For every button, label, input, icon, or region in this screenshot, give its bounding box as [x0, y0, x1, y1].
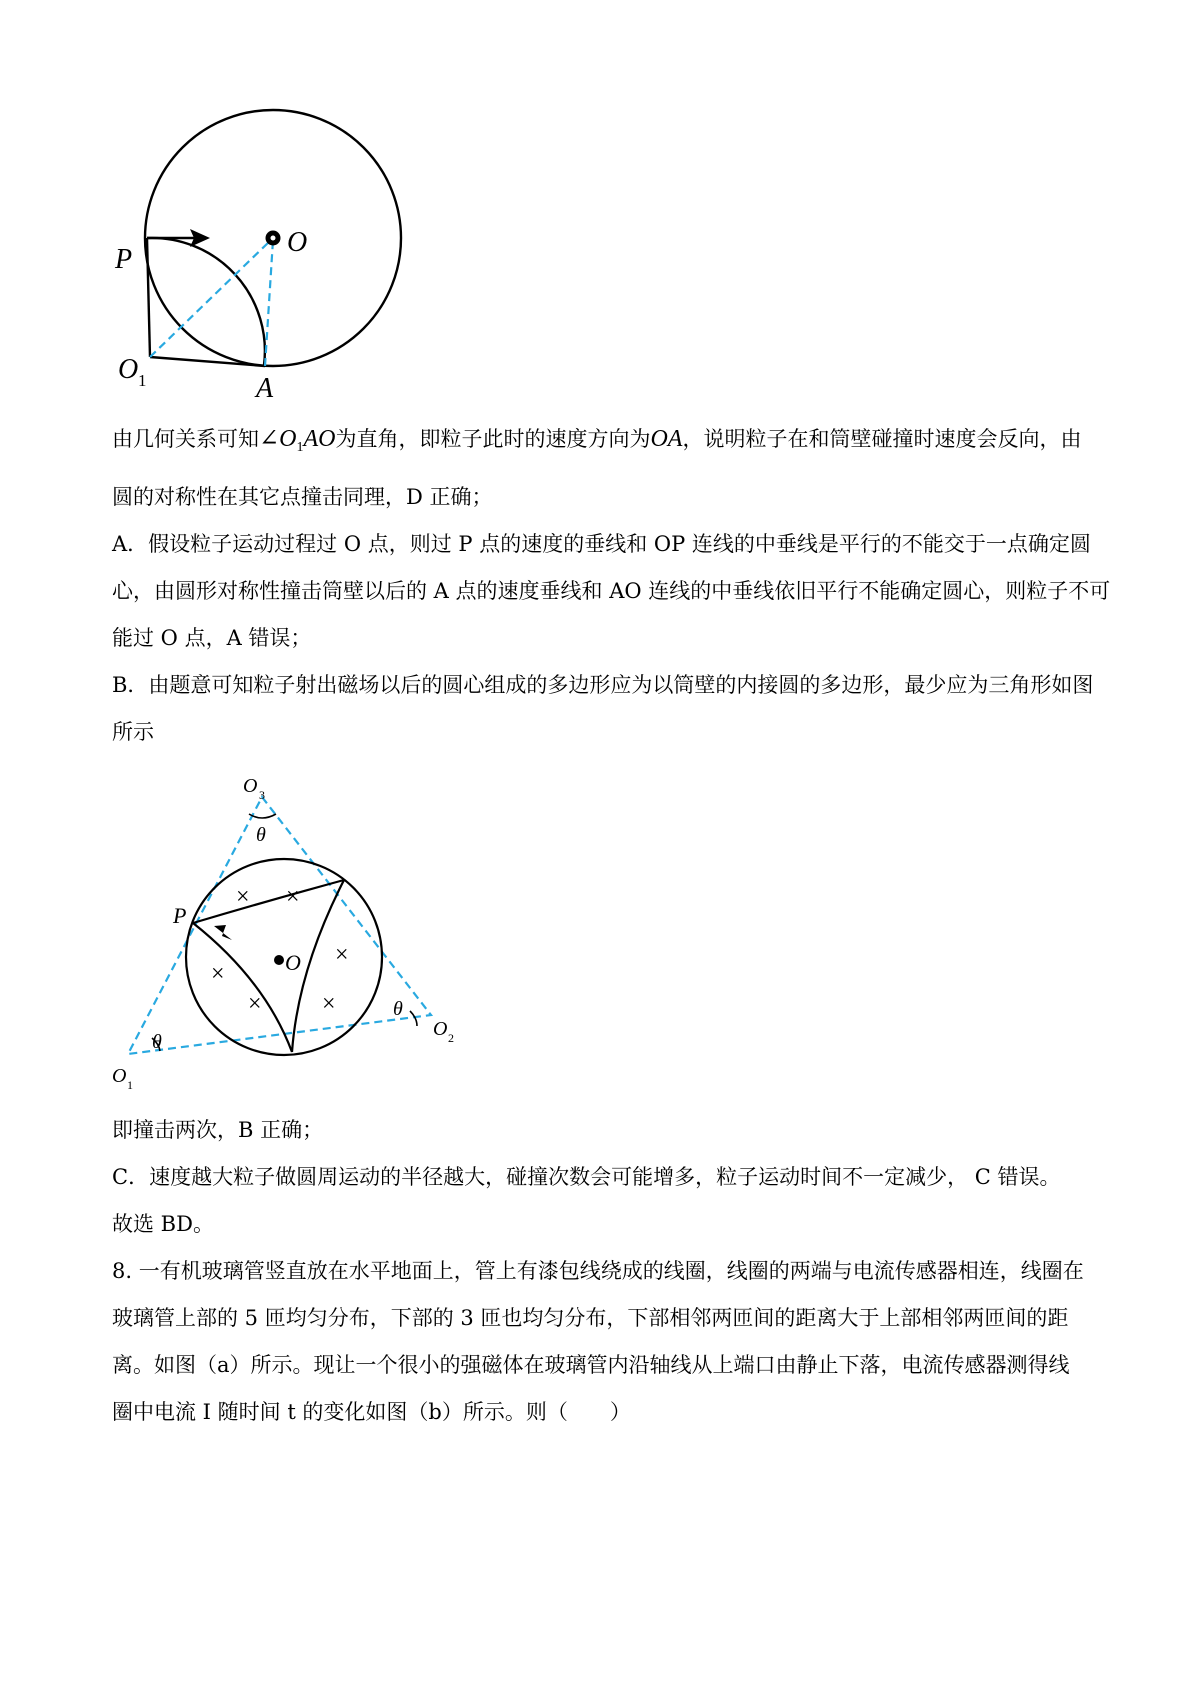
- figure-1-dashed-A-O: [265, 240, 273, 366]
- answer-line: 故选 BD。: [112, 1212, 214, 1236]
- figure-1-label-O1: O: [118, 354, 139, 385]
- option-c: C．速度越大粒子做圆周运动的半径越大，碰撞次数会可能增多，粒子运动时间不一定减少， C 错误。: [112, 1165, 1061, 1189]
- figure-2-label-O: O: [285, 950, 301, 975]
- figure-2-label-O2-sub: 2: [448, 1031, 454, 1045]
- figure-2-label-theta-O3: θ: [256, 824, 266, 846]
- question-8-line-4: 圈中电流 I 随时间 t 的变化如图（b）所示。则（ ）: [112, 1400, 631, 1424]
- question-8-line-1: 8. 一有机玻璃管竖直放在水平地面上，管上有漆包线绕成的线圈，线圈的两端与电流传感器相连，线圈在: [112, 1259, 1084, 1283]
- figure-2-label-O1-sub: 1: [127, 1078, 133, 1092]
- option-a-line-2: 心，由圆形对称性撞击筒壁以后的 A 点的速度垂线和 AO 连线的中垂线依旧平行不能确定圆心，则粒子不可: [112, 579, 1111, 603]
- option-a-line-1: A．假设粒子运动过程过 O 点，则过 P 点的速度的垂线和 OP 连线的中垂线是平行的不能交于一点确定圆: [112, 532, 1091, 556]
- figure-1-label-O1-sub: 1: [138, 371, 147, 390]
- option-b-line-1: B．由题意可知粒子射出磁场以后的圆心组成的多边形应为以筒壁的内接圆的多边形，最少应为三角形如图: [112, 673, 1094, 697]
- figure-1-radius-A: [150, 357, 265, 366]
- option-a-line-3: 能过 O 点，A 错误；: [112, 626, 312, 650]
- magnetic-field-cross-icon: ×: [211, 961, 225, 987]
- figure-1-label-A: A: [256, 373, 274, 400]
- paragraph-geometry: 由几何关系可知$\angle O_1AO$为直角，即粒子此时的速度方向为OA，说明粒子在和筒壁碰撞时速度会反向，由: [112, 426, 1082, 456]
- figure-2-label-O1: O: [112, 1065, 127, 1087]
- question-8-line-3: 离。如图（a）所示。现让一个很小的强磁体在玻璃管内沿轴线从上端口由静止下落，电流传感器测得线: [112, 1353, 1070, 1377]
- figure-2-label-P: P: [173, 903, 187, 928]
- figure-2-label-O3: O: [243, 775, 258, 797]
- magnetic-field-cross-icon: ×: [322, 991, 336, 1017]
- figure-2-center-dot: [274, 955, 284, 965]
- magnetic-field-cross-icon: ×: [286, 884, 300, 910]
- question-8-line-2: 玻璃管上部的 5 匝均匀分布，下部的 3 匝也均匀分布，下部相邻两匝间的距离大于上部相邻两匝间的距: [112, 1306, 1069, 1330]
- arrowhead-icon: [214, 925, 232, 940]
- figure-2-label-theta-O1: θ: [152, 1031, 162, 1053]
- figure-2-angle-mark-O2: [410, 1011, 417, 1026]
- figure-2-label-O2: O: [433, 1018, 448, 1040]
- figure-2-arc-left: [193, 923, 292, 1052]
- option-b-conclusion: 即撞击两次，B 正确；: [112, 1118, 324, 1142]
- figure-2-cylinder-circle: [186, 859, 382, 1055]
- figure-1-label-P: P: [115, 244, 133, 275]
- magnetic-field-cross-icon: ×: [335, 942, 349, 968]
- option-b-line-2: 所示: [112, 720, 154, 744]
- paragraph-symmetry: 圆的对称性在其它点撞击同理，D 正确；: [112, 485, 493, 509]
- figure-2-triangle-diagram: [100, 770, 470, 1095]
- figure-2-label-O3-sub: 3: [259, 788, 265, 802]
- figure-2-label-theta-O2: θ: [393, 998, 403, 1020]
- figure-1-radius-P: [147, 238, 150, 357]
- magnetic-field-cross-icon: ×: [248, 991, 262, 1017]
- figure-1-circle-diagram: [100, 90, 440, 400]
- figure-1-label-O: O: [287, 227, 308, 258]
- magnetic-field-cross-icon: ×: [236, 884, 250, 910]
